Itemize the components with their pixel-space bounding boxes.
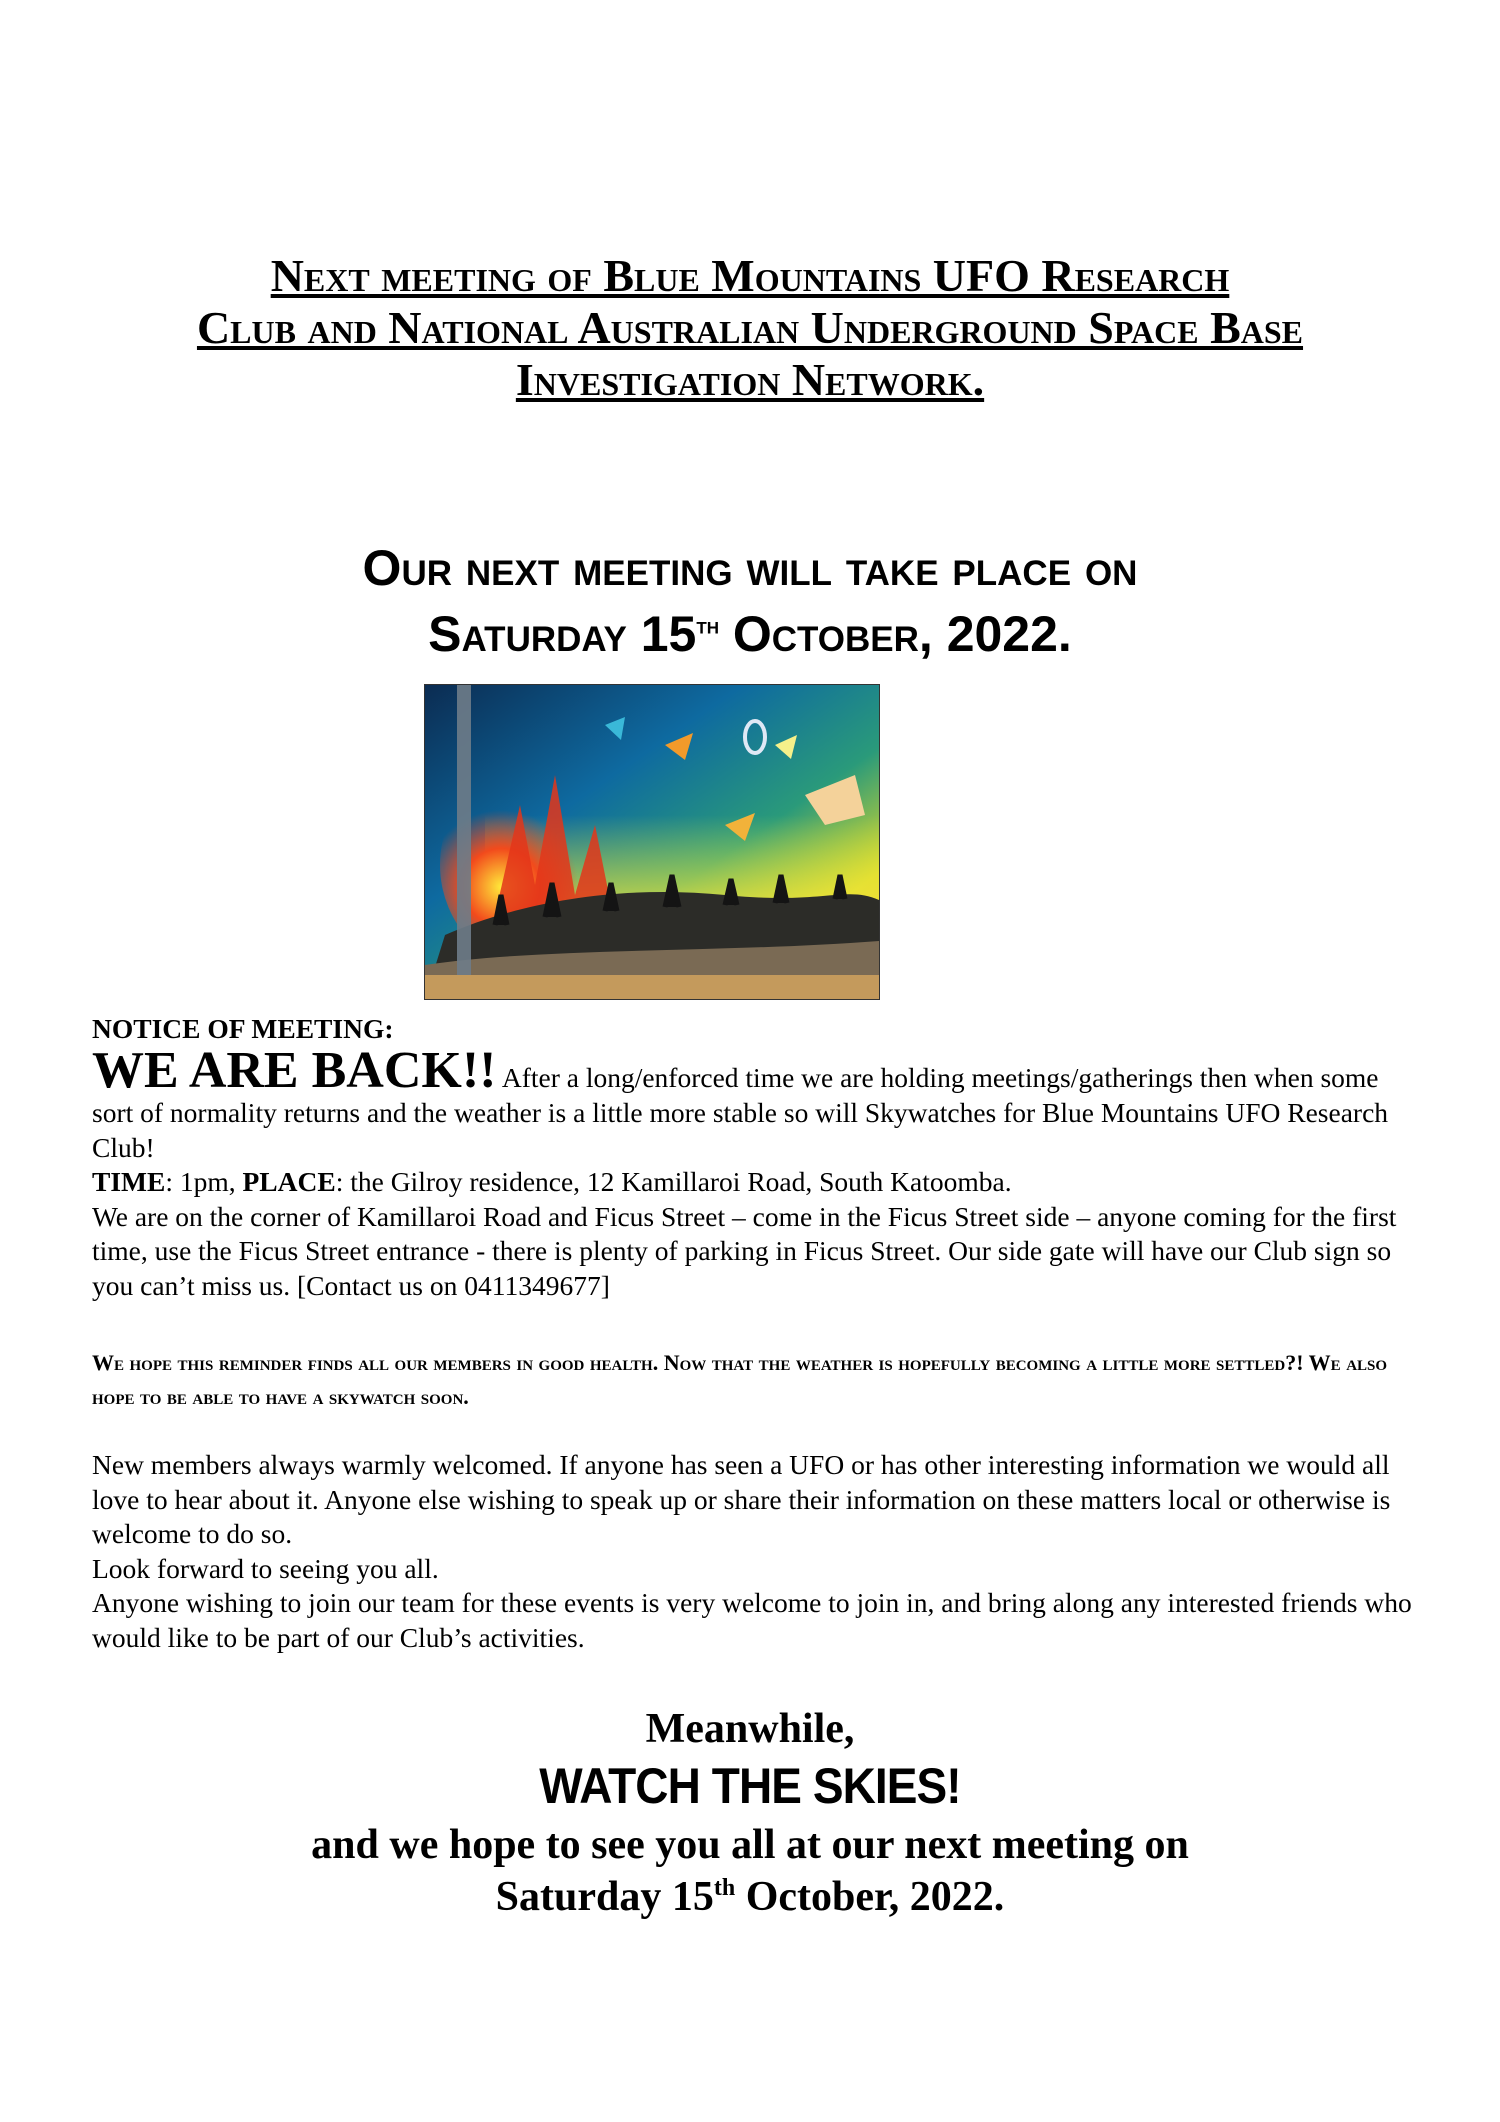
- watch-the-skies-heading: WATCH THE SKIES!: [539, 1758, 961, 1814]
- welcome-paragraph-2: Look forward to seeing you all.: [92, 1552, 439, 1584]
- closing-date: [0, 1872, 1500, 1922]
- announcement-line-1: Our next meeting will take place on: [362, 540, 1138, 596]
- ufo-mural-image: [424, 684, 880, 1000]
- place-label: PLACE: [242, 1166, 336, 1197]
- announcement-date-suffix: October, 2022.: [718, 606, 1072, 662]
- closing-date-prefix: Saturday 15: [495, 1874, 714, 1920]
- notice-label: NOTICE OF MEETING:: [92, 1013, 394, 1044]
- notice-intro: After a long/enforced time we are holding meetings/gatherings then when some sort of normality returns and the weather is a little more stable so will Skywatches for Blue Mountains UFO Research Club!: [92, 1062, 1389, 1163]
- closing-hope-text: and we hope to see you all at our next meeting on: [311, 1822, 1189, 1868]
- welcome-paragraph-3: Anyone wishing to join our team for these events is very welcome to join in, and bring along any interested friends who would like to be part of our Club’s activities.: [92, 1587, 1412, 1653]
- time-value: : 1pm,: [165, 1166, 243, 1197]
- header-line-2: Club and National Australian Underground Space Base: [196, 302, 1304, 353]
- announcement-date-sup: th: [696, 612, 719, 640]
- directions-text: We are on the corner of Kamillaroi Road and Ficus Street – come in the Ficus Street side – anyone coming for the first time, use the Ficus Street entrance - there is plenty of parking in Ficus Street. Our side gate will have our Club sign so you can’t miss us. [Contact us on 0411349677]: [92, 1200, 1397, 1301]
- place-value: : the Gilroy residence, 12 Kamillaroi Road, South Katoomba.: [335, 1166, 1012, 1197]
- closing-date-suffix: October, 2022.: [735, 1874, 1005, 1920]
- header-line-1: Next meeting of Blue Mountains UFO Research: [270, 250, 1230, 301]
- we-are-back-heading: WE ARE BACK!!: [92, 1042, 497, 1099]
- announcement-date-prefix: Saturday 15: [428, 606, 697, 662]
- welcome-section: [92, 1448, 1422, 1655]
- reminder-text: We hope this reminder finds all our members in good health. Now that the weather is hopefully becoming a little more settled?! We also hope to be able to have a skywatch soon.: [92, 1350, 1388, 1409]
- announcement-date: [0, 604, 1500, 664]
- time-label: TIME: [92, 1166, 166, 1197]
- header-line-3: Investigation Network.: [515, 354, 985, 405]
- meanwhile-text: Meanwhile,: [645, 1706, 855, 1752]
- closing-date-sup: th: [713, 1875, 736, 1901]
- notice-section: [92, 1042, 1422, 1303]
- welcome-paragraph-1: New members always warmly welcomed. If anyone has seen a UFO or has other interesting information we would all love to hear about it. Anyone else wishing to speak up or share their information on these matters local or otherwise is welcome to do so.: [92, 1449, 1391, 1549]
